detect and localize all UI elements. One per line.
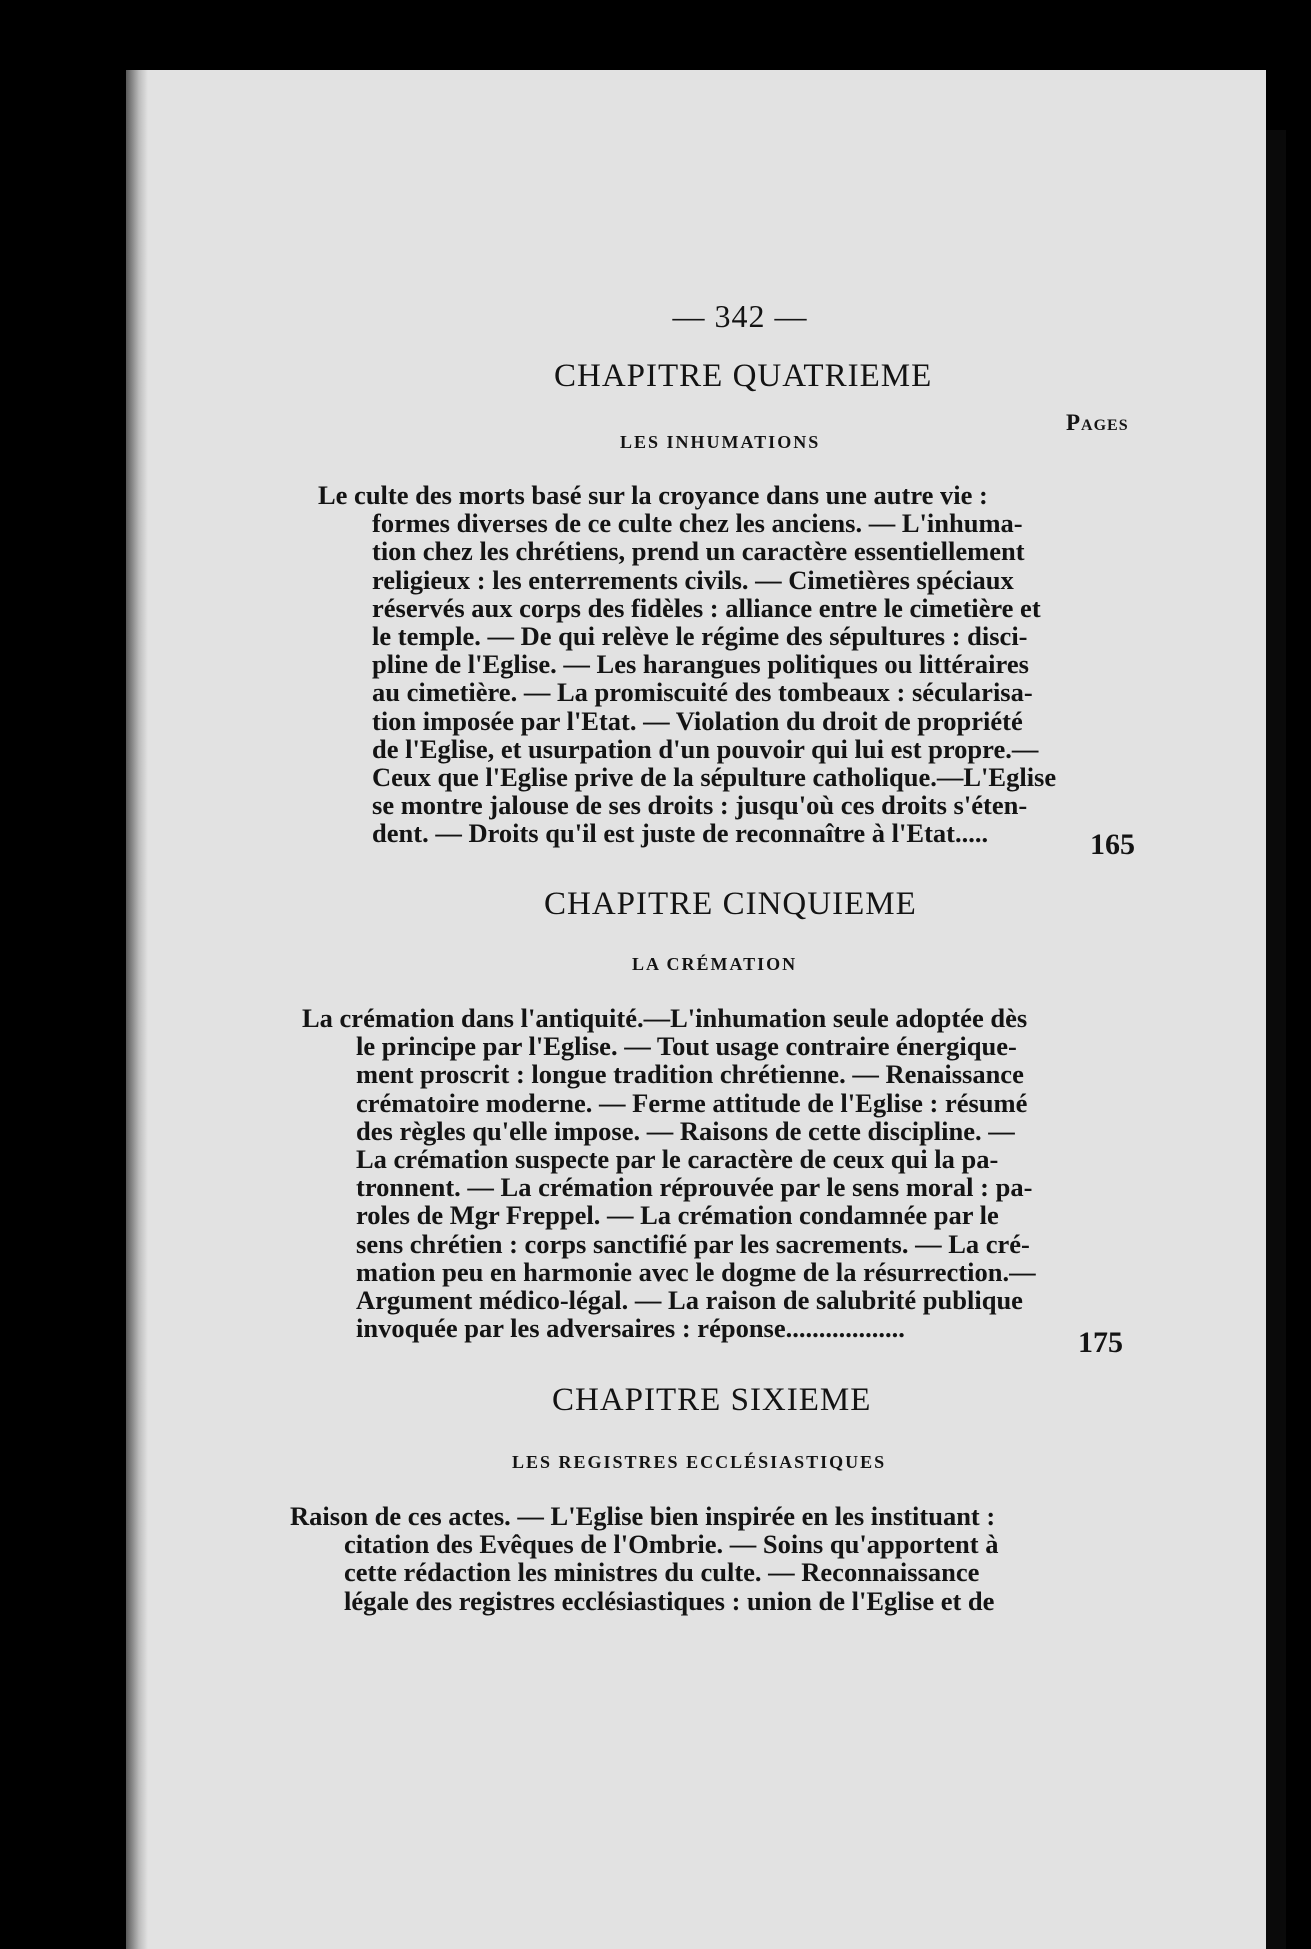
section-title-registres: LES REGISTRES ECCLÉSIASTIQUES	[512, 1452, 887, 1472]
summary-line: citation des Evêques de l'Ombrie. — Soins qu'apportent à	[344, 1529, 999, 1560]
chapter-5-summary	[302, 1004, 1082, 1342]
chapter-4-summary	[318, 481, 1098, 848]
summary-line: réservés aux corps des fidèles : alliance entre le cimetière et	[372, 592, 1041, 623]
summary-line: tronnent. — La crémation réprouvée par le sens moral : pa-	[356, 1172, 1033, 1203]
summary-line: de l'Eglise, et usurpation d'un pouvoir qui lui est propre.—	[372, 733, 1039, 764]
summary-line: Argument médico-légal. — La raison de salubrité publique	[356, 1285, 1023, 1316]
summary-line: mation peu en harmonie avec le dogme de la résurrection.—	[356, 1256, 1036, 1287]
summary-line: La crémation dans l'antiquité.—L'inhumation seule adoptée dès	[302, 1003, 1028, 1033]
summary-line: cette rédaction les ministres du culte. — Reconnaissance	[344, 1557, 980, 1588]
summary-line: invoquée par les adversaires : réponse..................	[356, 1313, 905, 1344]
summary-line: le temple. — De qui relève le régime des sépultures : disci-	[372, 621, 1028, 652]
chapter-6-summary	[290, 1502, 1090, 1615]
chapter-title-5: CHAPITRE CINQUIEME	[544, 886, 917, 922]
section-title-inhumations: LES INHUMATIONS	[620, 432, 821, 452]
summary-line: ment proscrit : longue tradition chrétienne. — Renaissance	[356, 1059, 1024, 1090]
summary-line: pline de l'Eglise. — Les harangues politiques ou littéraires	[372, 649, 1029, 680]
summary-line: tion chez les chrétiens, prend un caractère essentiellement	[372, 536, 1025, 567]
summary-line: le principe par l'Eglise. — Tout usage contraire énergique-	[356, 1031, 1017, 1062]
chapter-title-6: CHAPITRE SIXIEME	[552, 1382, 872, 1418]
summary-line: crématoire moderne. — Ferme attitude de l'Eglise : résumé	[356, 1087, 1028, 1118]
page-number: — 342 —	[672, 298, 808, 334]
summary-line: Ceux que l'Eglise prive de la sépulture catholique.—L'Eglise	[372, 762, 1057, 793]
summary-line: sens chrétien : corps sanctifié par les sacrements. — La cré-	[356, 1228, 1030, 1259]
summary-line: religieux : les enterrements civils. — Cimetières spéciaux	[372, 564, 1014, 595]
summary-line: au cimetière. — La promiscuité des tombeaux : sécularisa-	[372, 677, 1033, 708]
summary-line: formes diverses de ce culte chez les anciens. — L'inhuma-	[372, 508, 1023, 539]
summary-line: des règles qu'elle impose. — Raisons de cette discipline. —	[356, 1115, 1015, 1146]
summary-line: Le culte des morts basé sur la croyance dans une autre vie :	[318, 480, 988, 510]
summary-line: tion imposée par l'Etat. — Violation du droit de propriété	[372, 705, 1023, 736]
pages-column-label: Pages	[1066, 410, 1129, 435]
summary-line: dent. — Droits qu'il est juste de reconnaître à l'Etat.....	[372, 818, 989, 849]
summary-line: roles de Mgr Freppel. — La crémation condamnée par le	[356, 1200, 999, 1231]
summary-line: Raison de ces actes. — L'Eglise bien inspirée en les instituant :	[290, 1501, 996, 1531]
summary-line: légale des registres ecclésiastiques : union de l'Eglise et de	[344, 1585, 995, 1616]
summary-line: La crémation suspecte par le caractère de ceux qui la pa-	[356, 1144, 999, 1175]
section-title-cremation: LA CRÉMATION	[632, 954, 798, 974]
summary-line: se montre jalouse de ses droits : jusqu'où ces droits s'éten-	[372, 790, 1028, 821]
chapter-title-4: CHAPITRE QUATRIEME	[554, 358, 933, 394]
page-ref-165: 165	[1090, 828, 1135, 861]
page-ref-175: 175	[1078, 1326, 1123, 1359]
